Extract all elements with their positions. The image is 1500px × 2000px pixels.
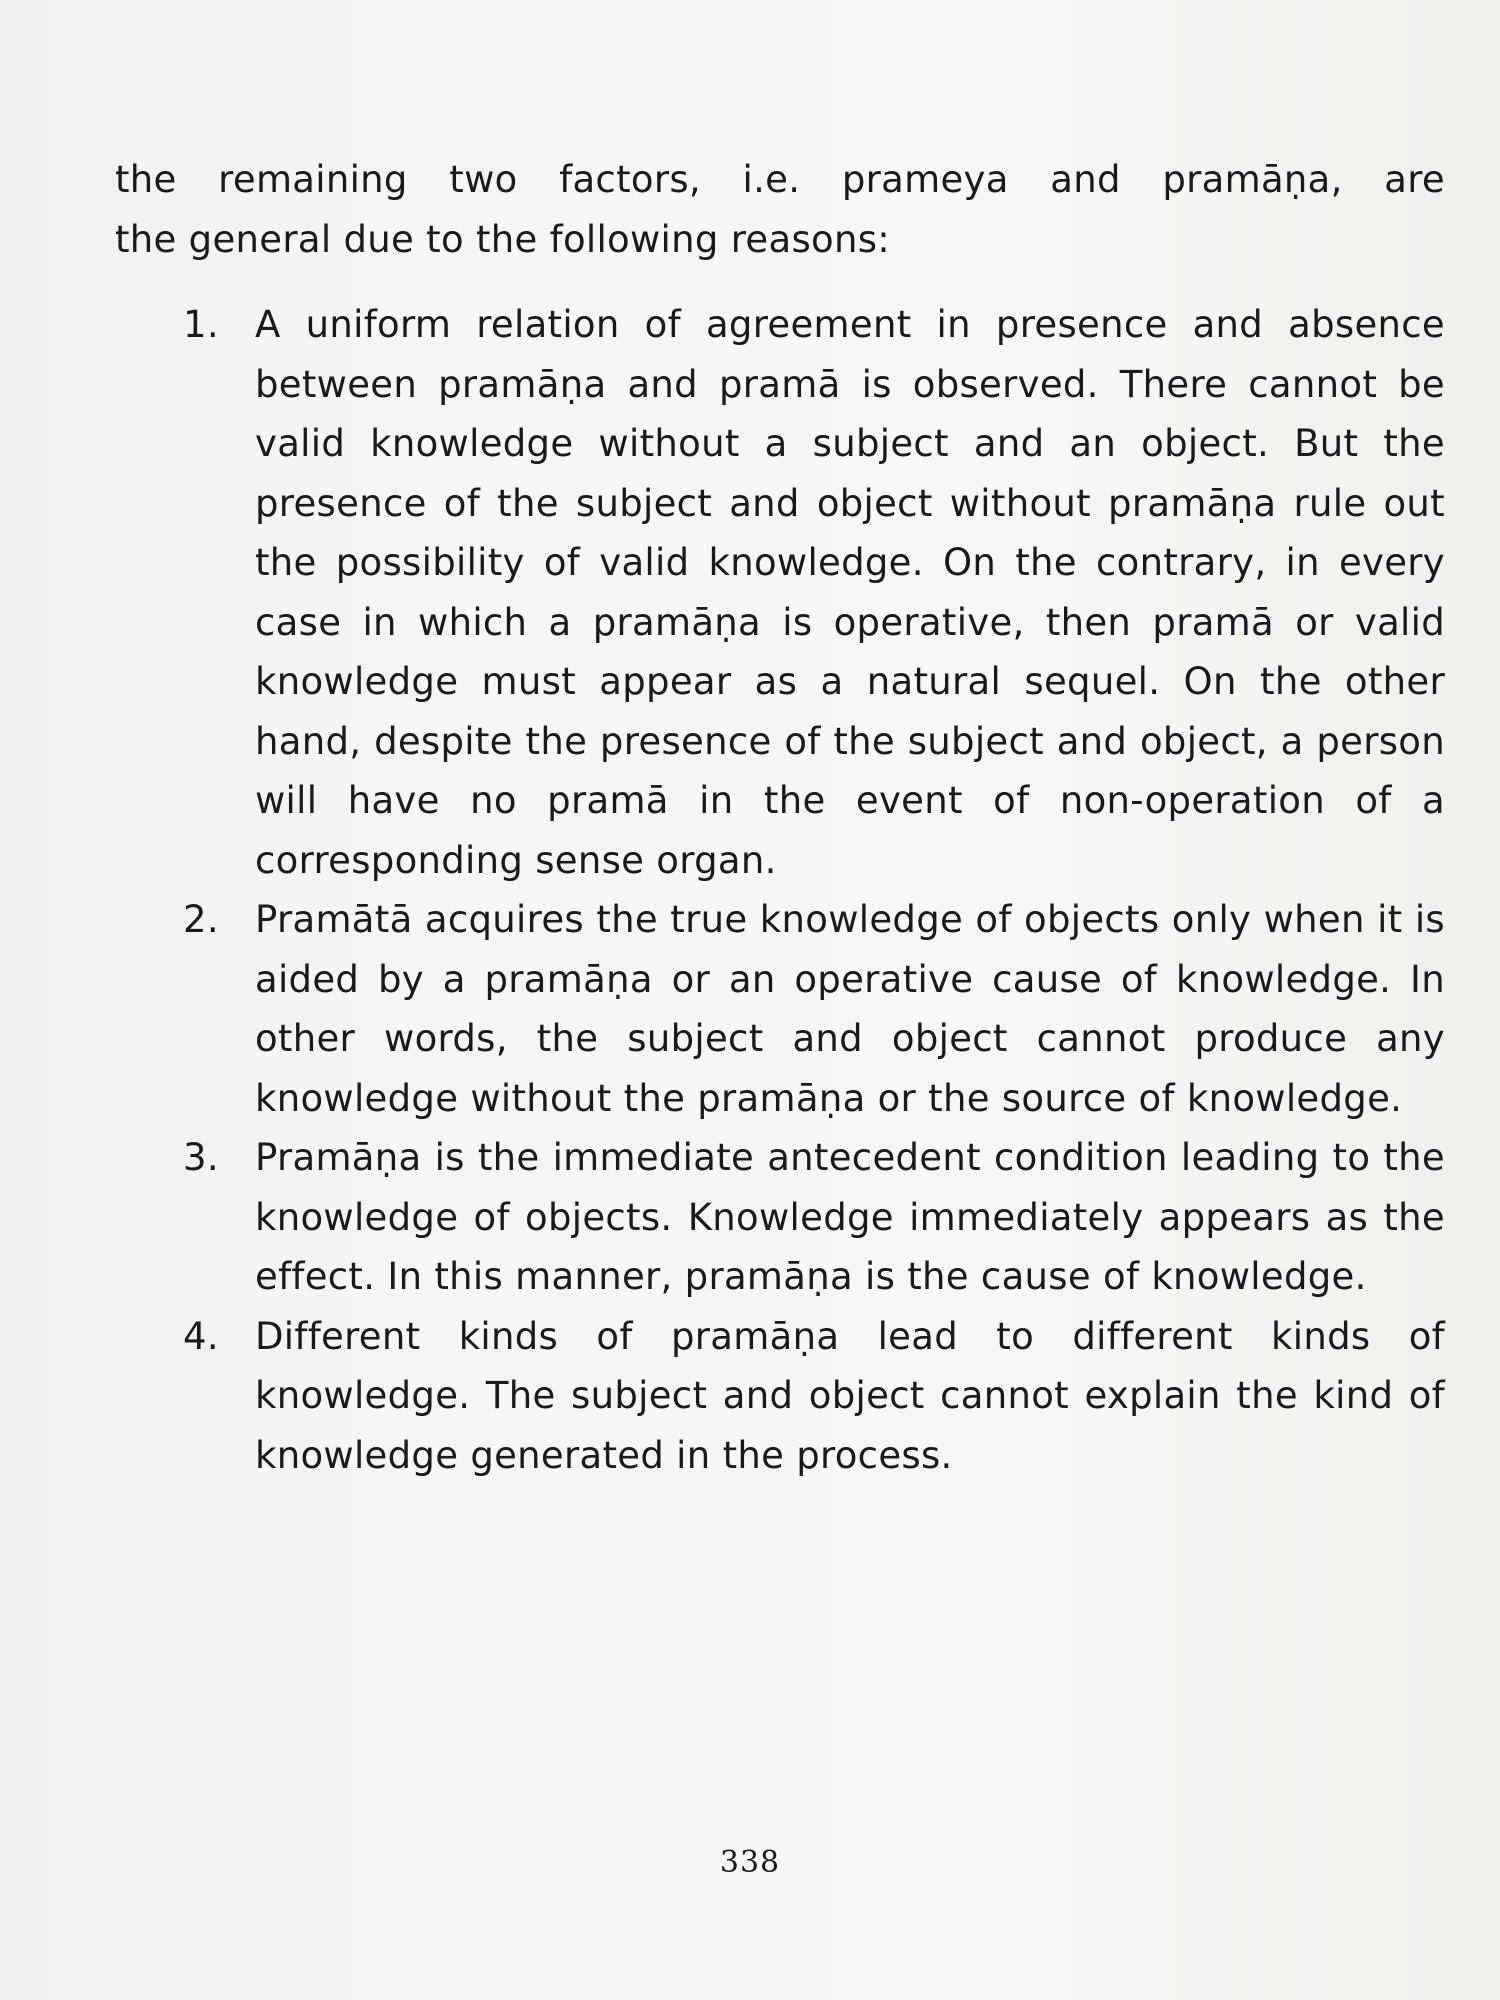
page-number: 338 bbox=[719, 1845, 781, 1880]
reason-text: Pramāṇa is the immediate antecedent condition leading to the knowledge of objects. Knowledge immediately appears as the effect. In this manner, pramāṇa is the cause of knowledge. bbox=[255, 1136, 1445, 1298]
reason-number: 2. bbox=[183, 898, 219, 941]
intro-line-2: the general due to the following reasons: bbox=[115, 217, 891, 261]
reason-item-4 bbox=[115, 1307, 1445, 1486]
intro-line-1: the remaining two factors, i.e. prameya and pramāṇa, are bbox=[115, 158, 1445, 201]
reason-number: 4. bbox=[183, 1314, 219, 1358]
reason-item-2 bbox=[115, 890, 1445, 1128]
reasons-list bbox=[115, 295, 1445, 1485]
reason-number: 3. bbox=[183, 1136, 219, 1179]
reason-text: Different kinds of pramāṇa lead to different kinds of knowledge. The subject and object cannot explain the kind of knowledge generated in the process. bbox=[255, 1314, 1445, 1477]
reason-item-1 bbox=[115, 295, 1445, 890]
reason-item-3 bbox=[115, 1128, 1445, 1307]
reason-number: 1. bbox=[183, 303, 219, 346]
reason-text: Pramātā acquires the true knowledge of objects only when it is aided by a pramāṇa or an operative cause of knowledge. In other words, the subject and object cannot produce any knowledge without the pramāṇa or the source of knowledge. bbox=[255, 898, 1445, 1120]
reason-text: A uniform relation of agreement in presence and absence between pramāṇa and pramā is observed. There cannot be valid knowledge without a subject and an object. But the presence of the subject and object without pramāṇa rule out the possibility of valid knowledge. On the contrary, in every case in which a pramāṇa is operative, then pramā or valid knowledge must appear as a natural sequel. On the other hand, despite the presence of the subject and object, a person will have no pramā in the event of non-operation of a corresponding sense organ. bbox=[255, 303, 1445, 882]
intro-paragraph bbox=[115, 150, 1445, 269]
page-content bbox=[115, 150, 1445, 1485]
